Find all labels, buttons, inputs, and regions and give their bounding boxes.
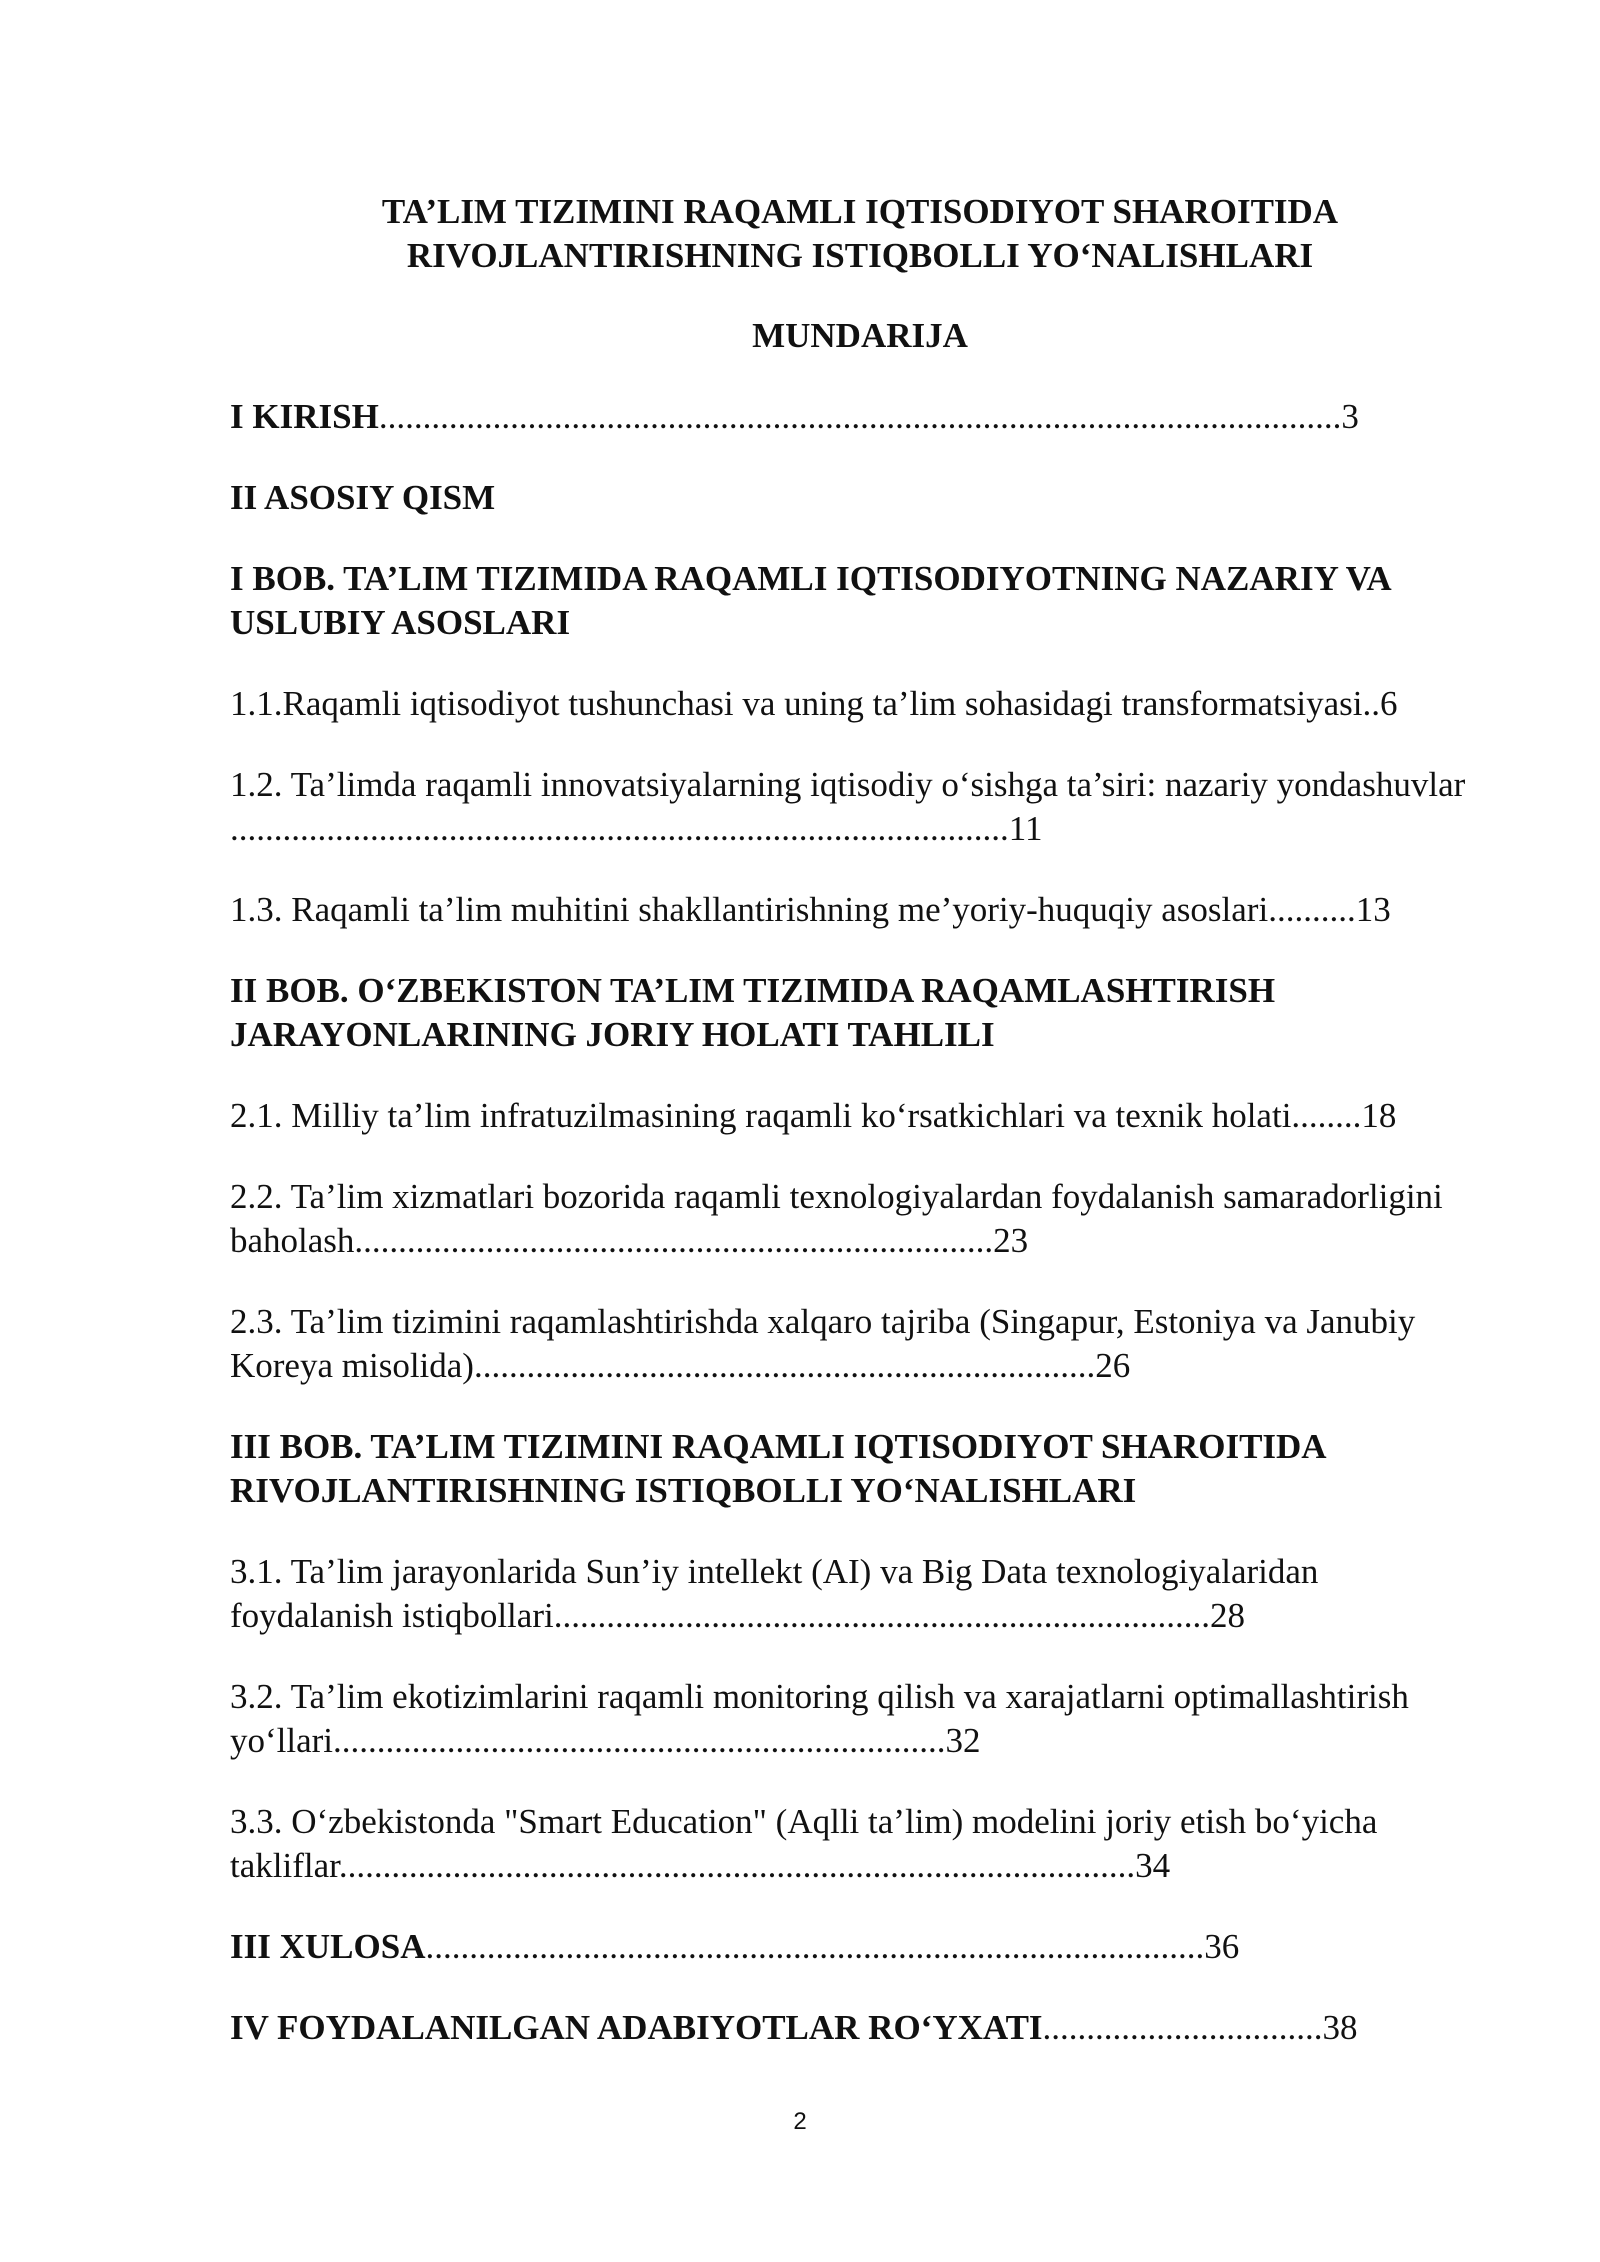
toc-entry: I KIRISH..............................................................................................................3	[230, 397, 1359, 436]
toc-entry: III XULOSA.........................................................................................36	[230, 1927, 1240, 1966]
toc-entry: III BOB. TA’LIM TIZIMINI RAQAMLI IQTISODIYOT SHAROITIDA RIVOJLANTIRISHNING ISTIQBOLLI YO‘NALISHLARI	[230, 1427, 1325, 1510]
toc-entry: 1.2. Ta’limda raqamli innovatsiyalarning iqtisodiy o‘sishga ta’siri: nazariy yondashuvlar .........................................................................................11	[230, 765, 1466, 848]
toc-entry: 2.2. Ta’lim xizmatlari bozorida raqamli texnologiyalardan foydalanish samaradorligini baholash.........................................................................23	[230, 1177, 1443, 1260]
toc-entry: IV FOYDALANILGAN ADABIYOTLAR RO‘YXATI................................38	[230, 2008, 1358, 2047]
document-title	[230, 190, 1490, 278]
contents-heading: MUNDARIJA	[752, 316, 968, 355]
toc-entry: 3.3. O‘zbekistonda "Smart Education" (Aqlli ta’lim) modelini joriy etish bo‘yicha takliflar...........................................................................................34	[230, 1802, 1378, 1885]
toc-entry: I BOB. TA’LIM TIZIMIDA RAQAMLI IQTISODIYOTNING NAZARIY VA USLUBIY ASOSLARI	[230, 559, 1390, 642]
toc-entry: 2.1. Milliy ta’lim infratuzilmasining raqamli ko‘rsatkichlari va texnik holati........18	[230, 1096, 1397, 1135]
table-of-contents	[230, 395, 1490, 2050]
toc-entry: 3.2. Ta’lim ekotizimlarini raqamli monitoring qilish va xarajatlarni optimallashtirish yo‘llari......................................................................32	[230, 1677, 1409, 1760]
toc-entry: II ASOSIY QISM	[230, 478, 496, 517]
document-page	[230, 190, 1490, 2050]
toc-entry: 1.1.Raqamli iqtisodiyot tushunchasi va uning ta’lim sohasidagi transformatsiyasi..6	[230, 684, 1398, 723]
toc-entry: II BOB. O‘ZBEKISTON TA’LIM TIZIMIDA RAQAMLASHTIRISH JARAYONLARINING JORIY HOLATI TAHLILI	[230, 971, 1276, 1054]
title-line-2: RIVOJLANTIRISHNING ISTIQBOLLI YO‘NALISHLARI	[406, 236, 1314, 275]
toc-entry: 1.3. Raqamli ta’lim muhitini shakllantirishning me’yoriy-huquqiy asoslari..........13	[230, 890, 1391, 929]
toc-entry: 3.1. Ta’lim jarayonlarida Sun’iy intellekt (AI) va Big Data texnologiyalaridan foydalanish istiqbollari...........................................................................28	[230, 1552, 1319, 1635]
title-line-1: TA’LIM TIZIMINI RAQAMLI IQTISODIYOT SHAROITIDA	[381, 192, 1339, 231]
toc-entry: 2.3. Ta’lim tizimini raqamlashtirishda xalqaro tajriba (Singapur, Estoniya va Janubiy Koreya misolida).......................................................................26	[230, 1302, 1416, 1385]
page-number: 2	[793, 2108, 807, 2135]
